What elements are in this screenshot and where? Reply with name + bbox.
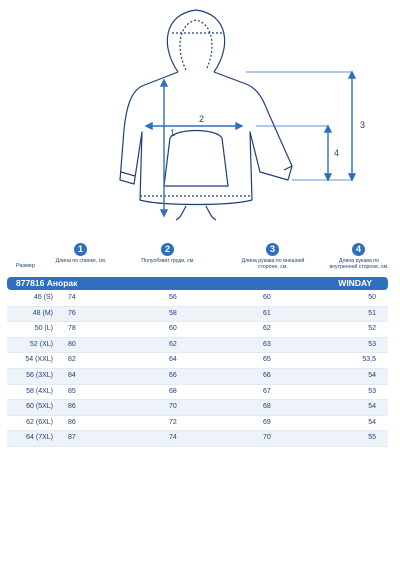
column-1-badge: 1 bbox=[74, 243, 87, 256]
column-2-caption: Полуобхват груди, см. bbox=[141, 258, 195, 264]
half-chest-cell: 60 bbox=[169, 325, 177, 333]
size-cell: 60 (5XL) bbox=[26, 403, 53, 411]
size-cell: 52 (XL) bbox=[30, 340, 53, 348]
outer-sleeve-cell: 70 bbox=[263, 434, 271, 442]
table-row bbox=[7, 307, 388, 323]
outer-sleeve-cell: 63 bbox=[263, 340, 271, 348]
inner-sleeve-cell: 53 bbox=[368, 387, 376, 395]
marker-1: 1 bbox=[170, 128, 176, 138]
brand-name: WINDAY bbox=[338, 278, 372, 288]
inner-sleeve-cell: 54 bbox=[368, 403, 376, 411]
table-row bbox=[7, 291, 388, 307]
back-length-cell: 82 bbox=[68, 356, 76, 364]
back-length-cell: 85 bbox=[68, 387, 76, 395]
table-row bbox=[7, 431, 388, 447]
half-chest-cell: 68 bbox=[169, 387, 177, 395]
column-3-caption: Длина рукава по внешней стороне, см. bbox=[241, 258, 305, 270]
table-row bbox=[7, 400, 388, 416]
half-chest-cell: 58 bbox=[169, 309, 177, 317]
size-cell: 54 (XXL) bbox=[25, 356, 53, 364]
size-cell: 64 (7XL) bbox=[26, 434, 53, 442]
back-length-cell: 78 bbox=[68, 325, 76, 333]
table-header bbox=[0, 240, 400, 278]
size-table bbox=[7, 291, 388, 447]
half-chest-cell: 66 bbox=[169, 371, 177, 379]
back-length-cell: 80 bbox=[68, 340, 76, 348]
size-header: Размер bbox=[16, 263, 35, 269]
article-title: 877816 Анорак bbox=[16, 278, 78, 288]
hood-outline bbox=[167, 10, 224, 72]
outer-sleeve-cell: 62 bbox=[263, 325, 271, 333]
outer-sleeve-cell: 65 bbox=[263, 356, 271, 364]
inner-sleeve-cell: 50 bbox=[368, 294, 376, 301]
outer-sleeve-cell: 66 bbox=[263, 371, 271, 379]
column-3-badge: 3 bbox=[266, 243, 279, 256]
table-row bbox=[7, 416, 388, 432]
table-row bbox=[7, 369, 388, 385]
inner-sleeve-cell: 51 bbox=[368, 309, 376, 317]
table-row bbox=[7, 353, 388, 369]
article-band bbox=[7, 277, 388, 290]
marker-3: 3 bbox=[360, 120, 366, 130]
half-chest-cell: 56 bbox=[169, 294, 177, 301]
inner-sleeve-cell: 54 bbox=[368, 371, 376, 379]
size-cell: 50 (L) bbox=[34, 325, 53, 333]
front-pocket bbox=[164, 131, 228, 187]
size-cell: 48 (M) bbox=[32, 309, 53, 317]
outer-sleeve-cell: 69 bbox=[263, 418, 271, 426]
table-row bbox=[7, 385, 388, 401]
inner-sleeve-cell: 55 bbox=[368, 434, 376, 442]
half-chest-cell: 72 bbox=[169, 418, 177, 426]
back-length-cell: 76 bbox=[68, 309, 76, 317]
back-length-cell: 74 bbox=[68, 294, 76, 301]
table-row bbox=[7, 338, 388, 354]
half-chest-cell: 74 bbox=[169, 434, 177, 442]
column-1-caption: Длина по спинке, см. bbox=[55, 258, 107, 264]
size-cell: 46 (S) bbox=[33, 294, 53, 301]
marker-4: 4 bbox=[334, 148, 340, 158]
column-4-badge: 4 bbox=[352, 243, 365, 256]
column-2-badge: 2 bbox=[161, 243, 174, 256]
column-4-caption: Длина рукава по внутренней стороне, см. bbox=[329, 258, 389, 270]
back-length-cell: 86 bbox=[68, 418, 76, 426]
half-chest-cell: 70 bbox=[169, 403, 177, 411]
outer-sleeve-cell: 60 bbox=[263, 294, 271, 301]
anorak-measurement-diagram bbox=[0, 0, 400, 232]
body-outline bbox=[120, 72, 292, 205]
inner-sleeve-cell: 53,5 bbox=[362, 356, 376, 364]
back-length-cell: 87 bbox=[68, 434, 76, 442]
size-cell: 62 (6XL) bbox=[26, 418, 53, 426]
marker-2: 2 bbox=[199, 114, 205, 124]
outer-sleeve-cell: 61 bbox=[263, 309, 271, 317]
outer-sleeve-cell: 68 bbox=[263, 403, 271, 411]
inner-sleeve-cell: 52 bbox=[368, 325, 376, 333]
table-row bbox=[7, 322, 388, 338]
size-cell: 56 (3XL) bbox=[26, 371, 53, 379]
inner-sleeve-cell: 53 bbox=[368, 340, 376, 348]
half-chest-cell: 64 bbox=[169, 356, 177, 364]
back-length-cell: 84 bbox=[68, 371, 76, 379]
half-chest-cell: 62 bbox=[169, 340, 177, 348]
size-cell: 58 (4XL) bbox=[26, 387, 53, 395]
inner-sleeve-cell: 54 bbox=[368, 418, 376, 426]
back-length-cell: 86 bbox=[68, 403, 76, 411]
outer-sleeve-cell: 67 bbox=[263, 387, 271, 395]
